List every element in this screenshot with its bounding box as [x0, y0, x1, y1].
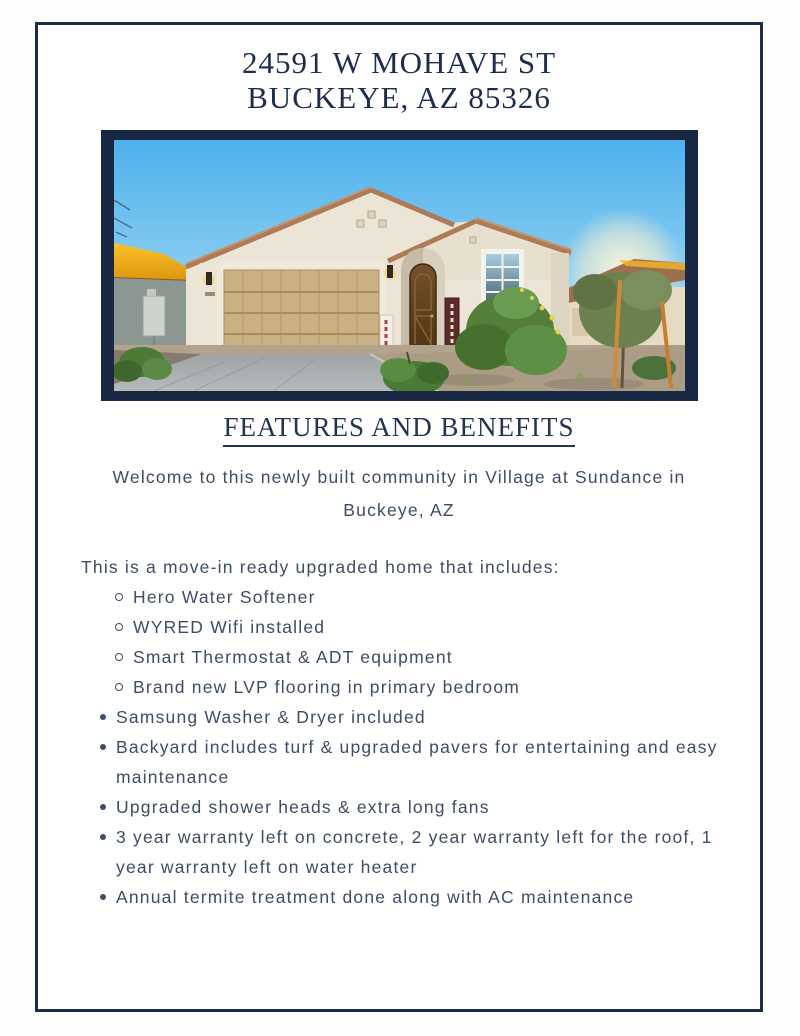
intro-paragraph: Welcome to this newly built community in Village at Sundance in Buckeye, AZ [112, 467, 686, 520]
list-item: Brand new LVP flooring in primary bedroom [133, 672, 741, 702]
house-number-plate [205, 292, 215, 296]
list-item: Hero Water Softener [133, 582, 741, 612]
list-item: Smart Thermostat & ADT equipment [133, 642, 741, 672]
property-photo [114, 140, 685, 391]
list-item: 3 year warranty left on concrete, 2 year warranty left for the roof, 1 year warranty left on water heater [116, 822, 734, 882]
page-border [35, 22, 763, 1012]
features-list [81, 702, 734, 912]
features-heading: FEATURES AND BENEFITS [223, 412, 574, 447]
features-section [81, 552, 741, 912]
property-address [38, 45, 760, 115]
list-item: Backyard includes turf & upgraded pavers for entertaining and easy maintenance [116, 732, 734, 792]
utility-box [143, 296, 165, 336]
front-door [410, 264, 436, 350]
list-intro: This is a move-in ready upgraded home that includes: [81, 557, 560, 577]
property-photo-frame [101, 130, 698, 401]
list-item: Samsung Washer & Dryer included [116, 702, 734, 732]
list-item: Upgraded shower heads & extra long fans [116, 792, 734, 822]
list-item: WYRED Wifi installed [133, 612, 741, 642]
garage [217, 263, 386, 358]
address-line-2: BUCKEYE, AZ 85326 [247, 80, 551, 115]
list-item: Annual termite treatment done along with AC maintenance [116, 882, 734, 912]
front-entry [401, 248, 445, 354]
included-upgrades-list [81, 582, 741, 702]
address-line-1: 24591 W MOHAVE ST [241, 45, 557, 80]
features-heading-wrap [38, 412, 760, 447]
